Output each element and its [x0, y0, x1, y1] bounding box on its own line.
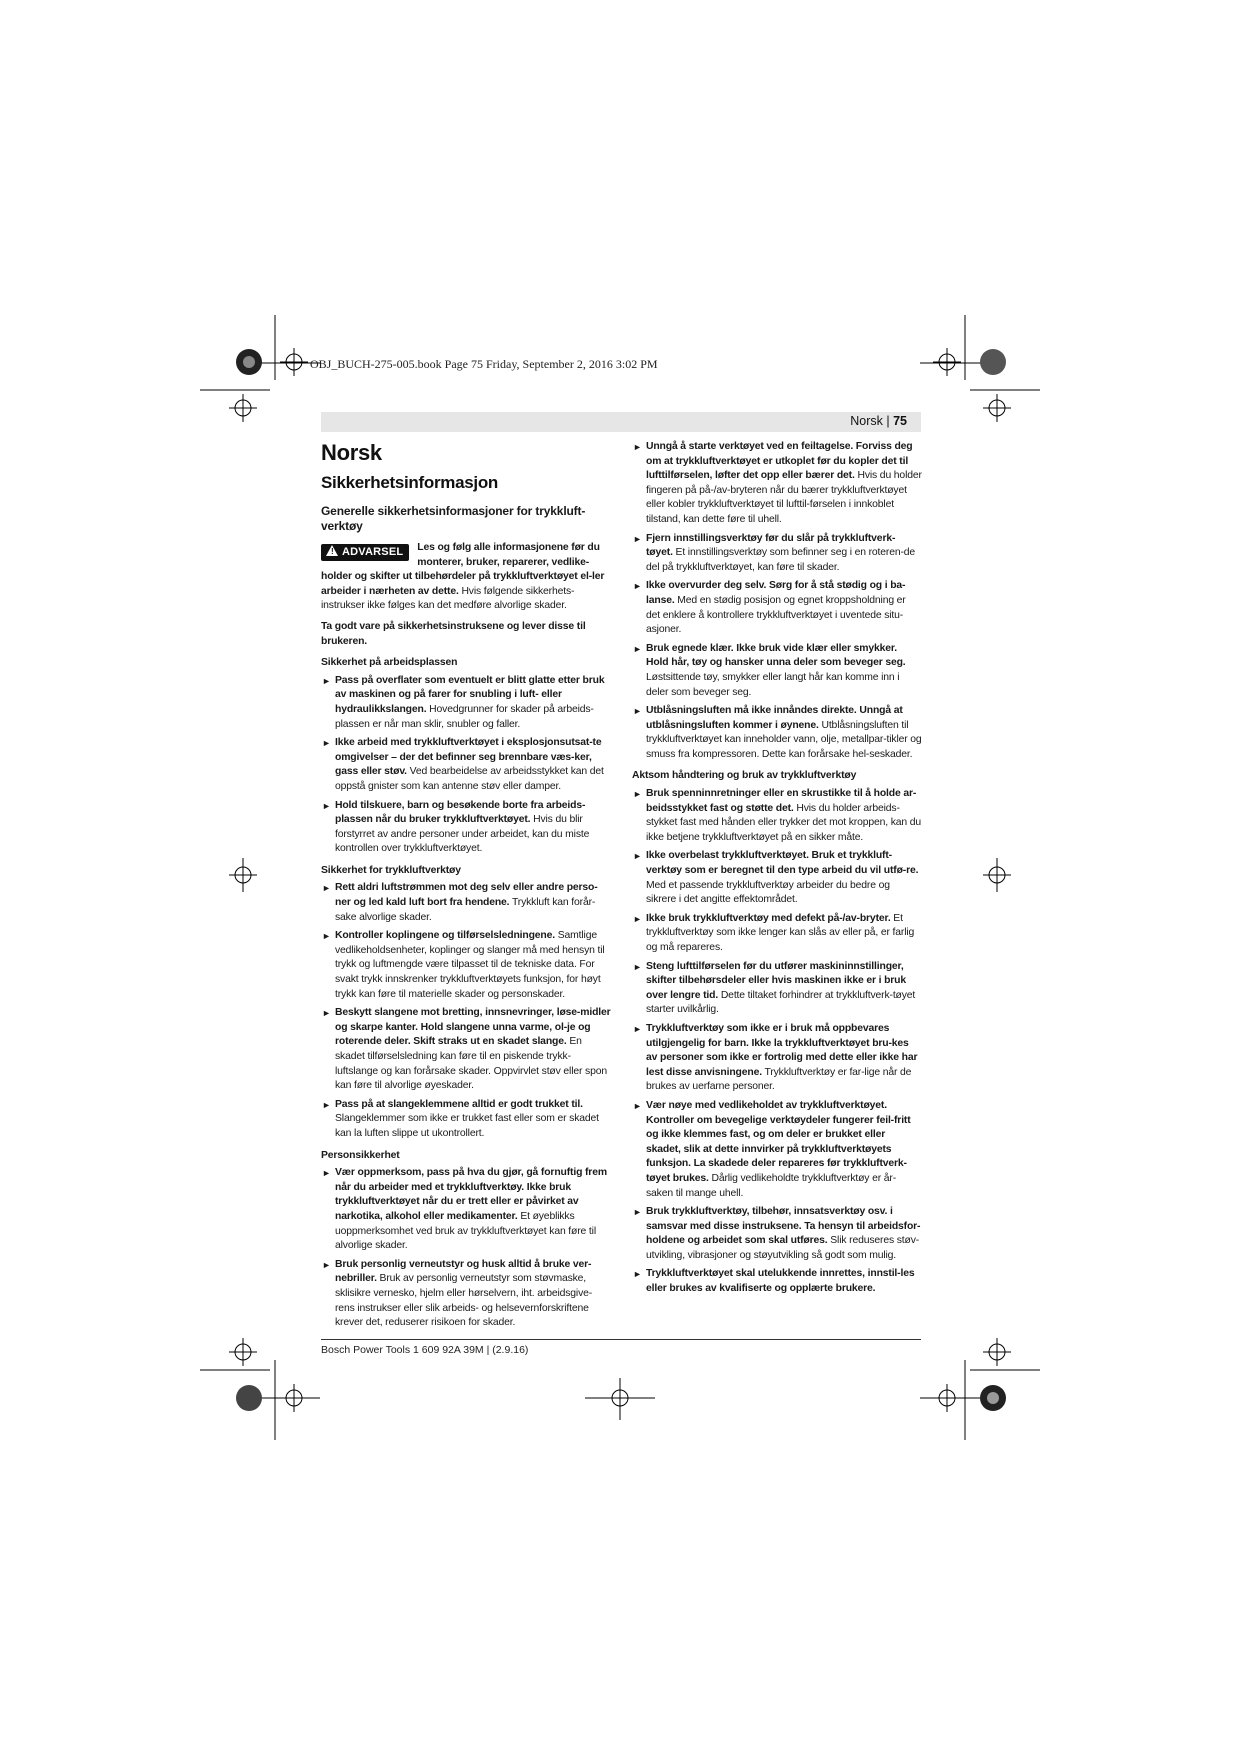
- bullet-text: Dette tiltaket forhindrer at trykkluftverk-tøyet starter uvilkårlig.: [646, 989, 916, 1016]
- bullet-bold-text: Hold tilskuere, barn og besøkende borte fra arbeids-plassen når du bruker trykkluftverktøyet.: [335, 799, 586, 826]
- page-header-bar: [321, 412, 921, 432]
- right-top-items: [632, 440, 922, 762]
- bullet-text: Trykkluftverktøy er far-lige når de brukes av uerfarne personer.: [646, 1066, 912, 1093]
- bullet-arrow-icon: ►: [633, 442, 642, 452]
- bullet-text: Slik reduseres støv-utvikling, vibrasjoner og støyutvikling så godt som mulig.: [646, 1235, 920, 1261]
- bullet-item: [632, 704, 922, 762]
- bullet-text: Hovedgrunner for skader på arbeids-plassen er når man sklir, snubler og faller.: [335, 703, 594, 730]
- bullet-item: [321, 736, 611, 794]
- bullet-bold-text: Ikke overvurder deg selv. Sørg for å stå stødig og i ba-lanse.: [646, 580, 906, 606]
- bullet-text: Med en stødig posisjon og egnet kroppsholdning er det enklere å kontrollere trykkluftverktøyet i uventede situ-asjoner.: [646, 594, 906, 636]
- bullet-bold-text: Kontroller koplingene og tilførselsledningene.: [335, 930, 555, 942]
- header-separator: |: [882, 414, 894, 428]
- bullet-arrow-icon: ►: [633, 1100, 642, 1111]
- bullet-item: [632, 579, 922, 637]
- section-heading: Aktsom håndtering og bruk av trykkluftverktøy: [632, 770, 857, 782]
- bullet-text: Løstsittende tøy, smykker eller langt hår kan komme inn i deler som beveger seg.: [646, 671, 900, 698]
- keep-instructions-note: Ta godt vare på sikkerhetsinstruksene og lever disse til brukeren.: [321, 620, 586, 647]
- bullet-item: [321, 1098, 611, 1142]
- bullet-bold-text: Bruk egnede klær. Ikke bruk vide klær eller smykker. Hold hår, tøy og hansker unna deler som beveger seg.: [646, 642, 906, 669]
- bullet-text: Et trykkluftverktøy som ikke lenger kan slås av eller på, er farlig og må repareres.: [646, 912, 915, 953]
- bullet-text: Hvis du holder fingeren på på-/av-bryteren når du bærer trykkluftverktøyet eller kobler trykkluftverktøyet til lufttil-førselen i innkoblet tilstand, kan dette føre til uhell.: [646, 470, 922, 525]
- bullet-text: Dårlig vedlikeholdte trykkluftverktøy er år-saken til mange uhell.: [646, 1172, 897, 1199]
- bullet-bold-text: Vær oppmerksom, pass på hva du gjør, gå fornuftig frem når du arbeider med et trykkluftverktøy. Ikke bruk trykkluftverktøyet når du er trett eller er påvirket av narkotika, alkohol eller medikamenter.: [335, 1167, 607, 1222]
- bullet-item: [632, 1205, 922, 1263]
- bullet-text: Hvis du blir forstyrret av andre personer under arbeidet, kan du miste kontrollen over trykkluftverktøyet.: [335, 814, 590, 855]
- section-heading: Sikkerhet for trykkluftverktøy: [321, 864, 461, 876]
- bullet-item: [632, 1099, 922, 1201]
- bullet-item: [321, 1006, 611, 1094]
- bullet-text: Bruk av personlig verneutstyr som støvmaske, sklisikre vernesko, hjelm eller hørselvern, iht. arbeidsgive-rens instrukser eller slik arbeids- og helsevernforskriftene krever det, reduserer risikoen for skader.: [335, 1273, 593, 1329]
- right-column: [632, 440, 922, 1301]
- bullet-bold-text: Trykkluftverktøyet skal utelukkende innrettes, innstil-les eller brukes av kvalifiserte og opplærte brukere.: [646, 1268, 915, 1295]
- footer-rule: [321, 1339, 921, 1340]
- bullet-bold-text: Bruk trykkluftverktøy, tilbehør, innsatsverktøy osv. i samsvar med disse instruksene. Ta hensyn til arbeidsfor-holdene og arbeidet som skal utføres.: [646, 1206, 921, 1247]
- bullet-arrow-icon: ►: [322, 738, 331, 749]
- bullet-arrow-icon: ►: [322, 1259, 331, 1270]
- left-sections: [321, 656, 611, 1331]
- bullet-arrow-icon: ►: [633, 581, 642, 592]
- bullet-bold-text: Steng lufttilførselen før du utfører maskininnstillinger, skifter tilbehørsdeler eller hvis maskinen ikke er i bruk over lengre tid.: [646, 960, 906, 1001]
- bullet-item: [321, 674, 611, 732]
- bullet-arrow-icon: ►: [633, 789, 642, 800]
- bullet-arrow-icon: ►: [633, 1207, 642, 1218]
- bullet-item: [632, 532, 922, 576]
- bullet-item: [321, 929, 611, 1002]
- bullet-text: En skadet tilførselsledning kan føre til en piskende trykk-luftslange og kan forårsake skader. Oppvirvlet støv eller spon kan føre til alvorlige øyeskader.: [335, 1036, 607, 1092]
- warning-bold-text: Les og følg alle informasjonene før du monterer, bruker, reparerer, vedlike-holder og skifter ut tilbehørdeler på trykkluftverktøyet el-ler arbeider i nærheten av dette.: [321, 542, 605, 597]
- bullet-bold-text: Pass på overflater som eventuelt er blitt glatte etter bruk av maskinen og på farer for snubling i luft- eller hydraulikkslangen.: [335, 674, 605, 715]
- bullet-bold-text: Bruk personlig verneutstyr og husk alltid å bruke ver-nebriller.: [335, 1258, 592, 1285]
- bullet-bold-text: Beskytt slangene mot bretting, innsnevringer, løse-midler og skarpe kanter. Hold slangene unna varme, ol-je og roterende deler. Skift straks ut en skadet slange.: [335, 1007, 611, 1048]
- footer-text: Bosch Power Tools 1 609 92A 39M | (2.9.16): [321, 1344, 529, 1356]
- page-header-text: [850, 414, 907, 428]
- bullet-bold-text: Rett aldri luftstrømmen mot deg selv eller andre perso-ner og led kald luft bort fra hendene.: [335, 882, 598, 909]
- bullet-item: [632, 849, 922, 907]
- section-heading: Sikkerhet på arbeidsplassen: [321, 657, 458, 669]
- bullet-arrow-icon: ►: [322, 883, 331, 894]
- bullet-item: [632, 1267, 922, 1296]
- bullet-arrow-icon: ►: [322, 800, 331, 811]
- bullet-arrow-icon: ►: [633, 1269, 642, 1280]
- bullet-bold-text: Bruk spenninnretninger eller en skrustikke til å holde ar-beidsstykket fast og støtte det.: [646, 788, 917, 814]
- bullet-arrow-icon: ►: [633, 913, 642, 924]
- bullet-bold-text: Pass på at slangeklemmene alltid er godt trukket til.: [335, 1098, 583, 1110]
- bullet-item: [632, 787, 922, 845]
- bullet-item: [632, 960, 922, 1018]
- left-column: [321, 440, 611, 1335]
- header-language: Norsk: [850, 414, 883, 428]
- bullet-arrow-icon: ►: [322, 1099, 331, 1110]
- page-title: Norsk: [321, 440, 382, 465]
- bullet-text: Samtlige vedlikeholdsenheter, koplinger og slanger må med hensyn til trykk og luftmengde være tilpasset til de tekniske data. For svakt trykk innskrenker trykkluftverktøyets funksjon, for høyt trykk kan føre til materielle skader og personskader.: [335, 930, 605, 1000]
- warning-badge: [321, 544, 409, 561]
- bullet-text: Trykkluft kan forår-sake alvorlige skader.: [335, 897, 596, 923]
- warning-block: [321, 541, 611, 614]
- bullet-arrow-icon: ►: [633, 706, 642, 717]
- warning-badge-label: ADVARSEL: [342, 546, 404, 558]
- bullet-item: [321, 1258, 611, 1331]
- bullet-bold-text: Ikke overbelast trykkluftverktøyet. Bruk et trykkluft-verktøy som er beregnet til den type arbeid du vil utfø-re.: [646, 850, 919, 877]
- section-title: Sikkerhetsinformasjon: [321, 473, 498, 492]
- bullet-arrow-icon: ►: [322, 1008, 331, 1019]
- bullet-bold-text: Ikke arbeid med trykkluftverktøyet i eksplosjonsutsat-te omgivelser – der det befinner seg brennbare væs-ker, gass eller støv.: [335, 737, 602, 778]
- bullet-text: Hvis du holder arbeids-stykket fast med hånden eller trykker det mot kroppen, kan du ikke betjene trykkluftverktøyet på en sikker måte.: [646, 802, 922, 843]
- bullet-bold-text: Unngå å starte verktøyet ved en feiltagelse. Forviss deg om at trykkluftverktøyet er utkoplet før du kopler det til lufttilførselen, løfter det opp eller bærer det.: [646, 441, 913, 482]
- bullet-text: Utblåsningsluften til trykkluftverktøyet kan inneholder vann, olje, metallpar-tikler og smuss fra kompressoren. Dette kan forårsake hel-seskader.: [646, 719, 922, 760]
- page-number: 75: [893, 414, 907, 428]
- bullet-item: [632, 642, 922, 700]
- bullet-bold-text: Ikke bruk trykkluftverktøy med defekt på-/av-bryter.: [646, 912, 891, 924]
- section-heading: Personsikkerhet: [321, 1149, 400, 1161]
- bullet-text: Et innstillingsverktøy som befinner seg i en roteren-de del på trykkluftverktøyet, kan føre til skader.: [646, 547, 916, 573]
- bullet-text: Et øyeblikks uoppmerksomhet ved bruk av trykkluftverktøyet kan føre til alvorlige skader.: [335, 1210, 596, 1252]
- bullet-bold-text: Utblåsningsluften må ikke innåndes direkte. Unngå at utblåsningsluften kommer i øynene.: [646, 705, 903, 731]
- bullet-item: [632, 440, 922, 528]
- bullet-arrow-icon: ►: [633, 643, 642, 654]
- bullet-arrow-icon: ►: [633, 961, 642, 972]
- bullet-item: [632, 1022, 922, 1095]
- print-info-line: OBJ_BUCH-275-005.book Page 75 Friday, September 2, 2016 3:02 PM: [310, 357, 658, 371]
- bullet-text: Med et passende trykkluftverktøy arbeider du bedre og sikrere i det angitte effektområdet.: [646, 879, 890, 906]
- warning-triangle-icon: !: [326, 545, 338, 556]
- warning-text: Hvis følgende sikkerhets-instrukser ikke følges kan det medføre alvorlige skader.: [321, 585, 575, 612]
- bullet-arrow-icon: ►: [633, 851, 642, 862]
- bullet-bold-text: Vær nøye med vedlikeholdet av trykkluftverktøyet. Kontroller om bevegelige verktøydeler fungerer feil-fritt og ikke klemmes fast, og om deler er brukket eller skadet, slik at dette innvirker på trykkluftverktøyets funksjon. La skadede deler repareres før trykkluftverk-tøyet brukes.: [646, 1099, 911, 1184]
- bullet-text: Slangeklemmer som ikke er trukket fast eller som er skadet kan la luften slippe ut ukontrollert.: [335, 1113, 599, 1139]
- bullet-bold-text: Fjern innstillingsverktøy før du slår på trykkluftverk-tøyet.: [646, 532, 896, 559]
- bullet-bold-text: Trykkluftverktøy som ikke er i bruk må oppbevares utilgjengelig for barn. Ikke la trykkluftverktøyet bru-kes av personer som ikke er fortrolig med dette eller ikke har lest disse anvisningene.: [646, 1022, 918, 1078]
- subsection-title: Generelle sikkerhetsinformasjoner for trykkluft-verktøy: [321, 504, 586, 533]
- bullet-arrow-icon: ►: [322, 675, 331, 686]
- bullet-arrow-icon: ►: [633, 533, 642, 544]
- bullet-item: [632, 912, 922, 956]
- bullet-item: [321, 1166, 611, 1254]
- bullet-arrow-icon: ►: [322, 931, 331, 942]
- bullet-arrow-icon: ►: [633, 1023, 642, 1034]
- right-section-items: [632, 787, 922, 1297]
- bullet-arrow-icon: ►: [322, 1168, 331, 1179]
- bullet-text: Ved bearbeidelse av arbeidsstykket kan det oppstå gnister som kan antenne støv eller damper.: [335, 766, 604, 792]
- bullet-item: [321, 799, 611, 857]
- bullet-item: [321, 881, 611, 925]
